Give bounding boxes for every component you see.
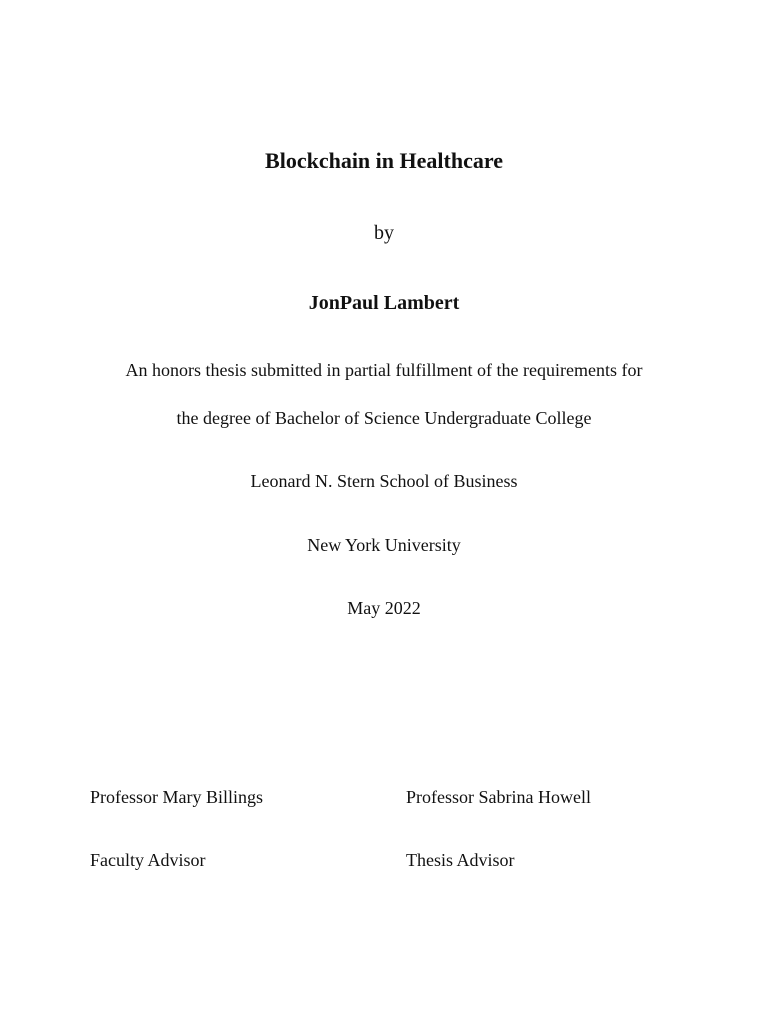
school-name: Leonard N. Stern School of Business [250,471,518,491]
submission-date: May 2022 [347,598,421,618]
faculty-advisor-role: Faculty Advisor [90,850,206,870]
submission-statement-line-2: the degree of Bachelor of Science Undergraduate College [176,408,592,428]
university-name: New York University [307,535,461,555]
thesis-title: Blockchain in Healthcare [265,148,503,173]
faculty-advisor-name: Professor Mary Billings [90,787,263,807]
submission-statement-line-1: An honors thesis submitted in partial fulfillment of the requirements for [125,360,643,380]
by-label: by [374,222,394,244]
author-name: JonPaul Lambert [308,292,460,314]
thesis-advisor-role: Thesis Advisor [406,850,515,870]
thesis-advisor-name: Professor Sabrina Howell [406,787,591,807]
